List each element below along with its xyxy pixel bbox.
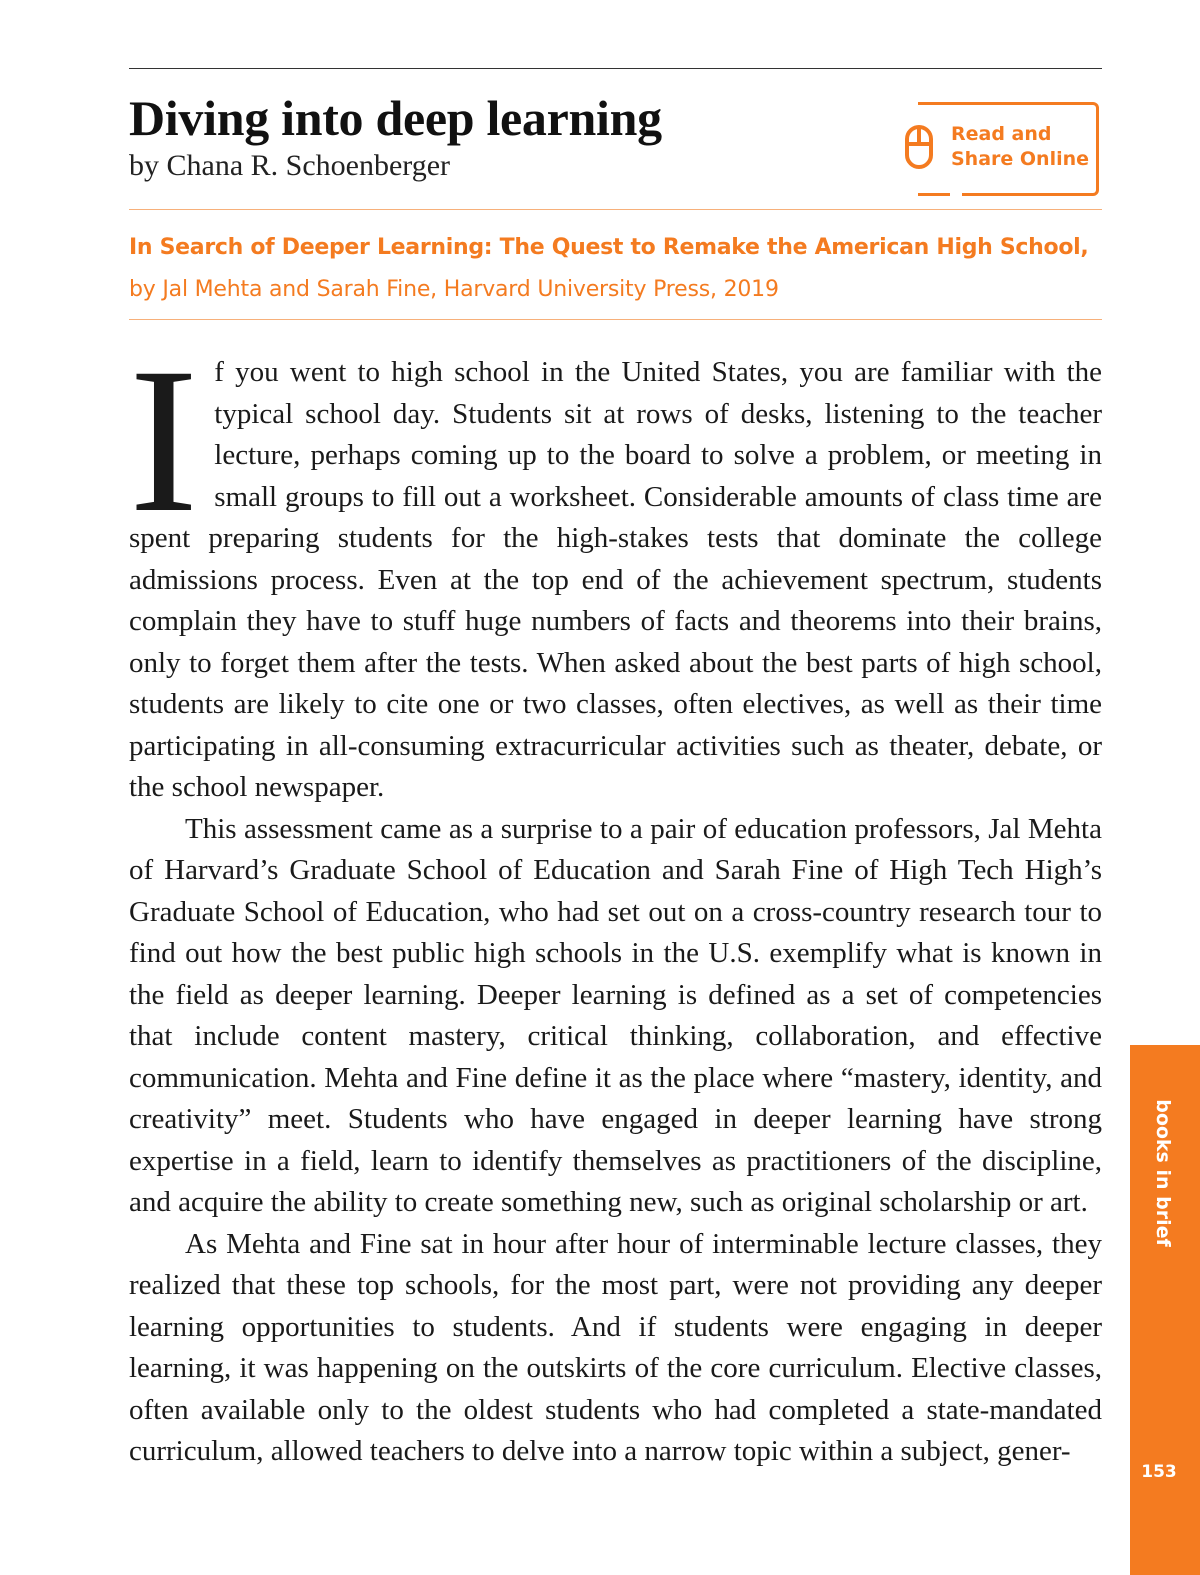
label-line-2: Share Online: [951, 148, 1090, 170]
article-body: [129, 325, 1102, 1473]
page-number: 153: [1141, 1462, 1177, 1482]
drop-cap: I: [129, 325, 199, 555]
paragraph-2: This assessment came as a surprise to a pair of education professors, Jal Mehta of Harvard’s Graduate School of Education and Sarah Fine of High Tech High’s Graduate School of Education, who had set out on a cross-country research tour to find out how the best public high schools in the U.S. exemplify what is known in the field as deeper learning. Deeper learning is defined as a set of competencies that include content mastery, critical thinking, collaboration, and effective communication. Mehta and Fine define it as the place where “mastery, identity, and creativity” meet. Students who have engaged in deeper learning have strong expertise in a field, learn to identify themselves as practitioners of the discipline, and acquire the ability to create something new, such as original scholarship or art.: [129, 812, 1102, 1218]
book-info-top-rule: [129, 209, 1102, 210]
book-title: In Search of Deeper Learning: The Quest to Remake the American High School,: [129, 235, 1089, 260]
read-share-online-button[interactable]: [899, 100, 1102, 195]
book-details: by Jal Mehta and Sarah Fine, Harvard University Press, 2019: [129, 277, 779, 302]
label-line-1: Read and: [951, 123, 1052, 145]
section-label: [1143, 1100, 1183, 1245]
book-info-bottom-rule: [129, 319, 1102, 320]
paragraph-1: [129, 325, 1102, 809]
read-share-online-label: [951, 122, 1091, 172]
paragraph-3: As Mehta and Fine sat in hour after hour of interminable lecture classes, they realized that these top schools, for the most part, were not providing any deeper learning opportunities to students. And if students were engaging in deeper learning, it was happening on the outskirts of the core curriculum. Elective classes, often available only to the oldest students who had completed a state-mandated curriculum, allowed teachers to delve into a narrow topic within a subject, gener-: [129, 1227, 1102, 1467]
mouse-icon: [904, 124, 934, 170]
article-title: Diving into deep learning: [129, 90, 662, 146]
section-label-text: books in brief: [1152, 1098, 1174, 1247]
paragraph-1-text: f you went to high school in the United States, you are familiar with the typical school day. Students sit at rows of desks, listening to the teacher lecture, perhaps coming up to the board to solve a problem, or meeting in small groups to fill out a worksheet. Considerable amounts of class time are spent preparing students for the high-stakes tests that dominate the college admissions process. Even at the top end of the achievement spectrum, students complain they have to stuff huge numbers of facts and theorems into their brains, only to forget them after the tests. When asked about the best parts of high school, students are likely to cite one or two classes, often electives, as well as their time participating in all-consuming extracurricular activities such as theater, debate, or the school newspaper.: [129, 356, 1102, 803]
article-byline: by Chana R. Schoenberger: [129, 149, 451, 182]
top-rule: [129, 68, 1102, 69]
